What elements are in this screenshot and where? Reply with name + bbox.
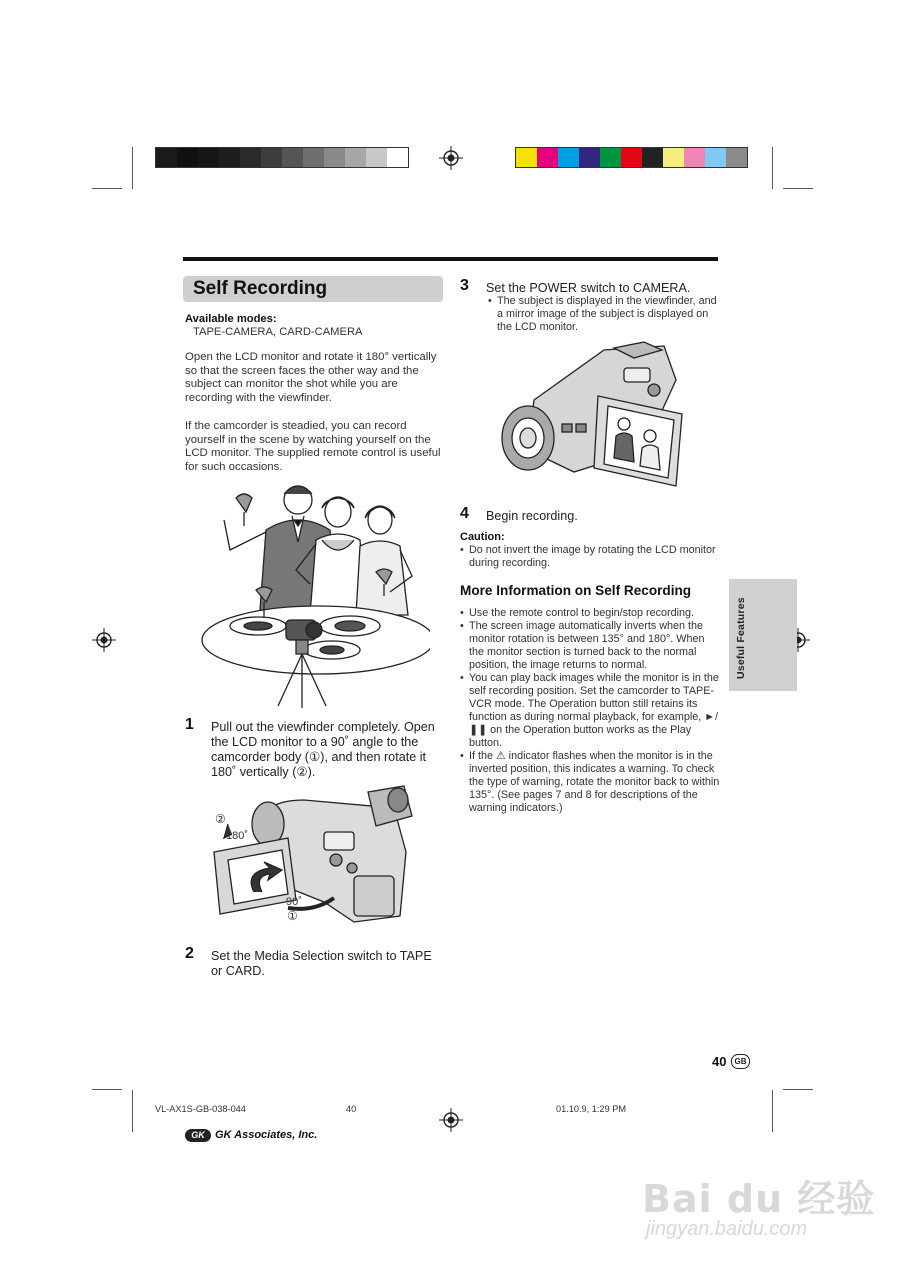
more-info-list: [460, 607, 720, 815]
available-modes-value: TAPE-CAMERA, CARD-CAMERA: [193, 326, 363, 338]
header-rule: [183, 257, 718, 261]
step-4-number: 4: [460, 505, 469, 522]
page-number: 40: [712, 1054, 727, 1069]
crop-mark: [132, 147, 133, 189]
footer-page: 40: [346, 1104, 357, 1114]
angle-label-180: 180˚: [226, 830, 249, 842]
side-tab: [729, 579, 797, 691]
color-swatch: [642, 148, 663, 167]
dinner-party-illustration: [200, 480, 430, 708]
grayscale-calibration-bar: [155, 147, 409, 168]
footer-datetime: 01.10.9, 1:29 PM: [556, 1104, 626, 1114]
list-item: • The screen image automatically inverts when the monitor rotation is between 135° and 180°. When the monitor section is turned back to the normal position, the image returns to normal.: [460, 620, 720, 672]
marker-2-label: ②: [215, 812, 226, 826]
color-swatch: [282, 148, 303, 167]
crop-mark: [92, 1089, 122, 1090]
language-badge: GB: [731, 1054, 750, 1069]
crop-mark: [783, 188, 813, 189]
crop-mark: [772, 1090, 773, 1132]
registration-mark-icon: [439, 1108, 463, 1132]
camcorder-lcd-rotation-illustration: [204, 782, 426, 927]
angle-label-90: 90˚: [286, 896, 302, 908]
color-swatch: [156, 148, 177, 167]
color-swatch: [240, 148, 261, 167]
color-swatch: [684, 148, 705, 167]
intro-paragraph-1: Open the LCD monitor and rotate it 180° vertically so that the screen faces the other way and the subject can monitor the shot while you are recording with the viewfinder.: [185, 351, 437, 404]
step-3-number: 3: [460, 277, 469, 294]
color-swatch: [537, 148, 558, 167]
color-swatch: [198, 148, 219, 167]
color-calibration-bar: [515, 147, 748, 168]
color-swatch: [726, 148, 747, 167]
step-3-bullets: [488, 295, 720, 334]
color-swatch: [345, 148, 366, 167]
color-swatch: [366, 148, 387, 167]
list-item: • You can play back images while the monitor is in the self recording position. Set the camcorder to TAPE-VCR mode. The Operation button still retains its function as during normal playback, for example, ►/❚❚ on the Operation button works as the Play button.: [460, 672, 720, 750]
list-item: • If the ⚠ indicator flashes when the monitor is in the inverted position, this indicates a warning. To check the type of warning, rotate the monitor back to within 135°. (See pages 7 and 8 for descriptions of the warning indicators.): [460, 750, 720, 815]
color-swatch: [324, 148, 345, 167]
footer-company: GK Associates, Inc.: [215, 1129, 318, 1141]
watermark-url: jingyan.baidu.com: [646, 1218, 808, 1240]
step-4-text: Begin recording.: [486, 509, 578, 523]
color-swatch: [387, 148, 408, 167]
page-title: Self Recording: [183, 276, 443, 302]
crop-mark: [132, 1090, 133, 1132]
color-swatch: [663, 148, 684, 167]
color-swatch: [705, 148, 726, 167]
registration-mark-icon: [92, 628, 116, 652]
caution-list: [460, 544, 720, 570]
step-1-number: 1: [185, 716, 194, 733]
available-modes-label: Available modes:: [185, 313, 277, 325]
crop-mark: [772, 147, 773, 189]
color-swatch: [600, 148, 621, 167]
color-swatch: [579, 148, 600, 167]
registration-mark-icon: [439, 146, 463, 170]
more-info-heading: More Information on Self Recording: [460, 583, 692, 598]
list-item: • Use the remote control to begin/stop recording.: [460, 607, 720, 620]
watermark: Bai du 经验: [642, 1177, 876, 1221]
list-item: • The subject is displayed in the viewfinder, and a mirror image of the subject is displayed on the LCD monitor.: [488, 295, 720, 334]
color-swatch: [516, 148, 537, 167]
footer-file-name: VL-AX1S-GB-038-044: [155, 1104, 246, 1114]
list-item: • Do not invert the image by rotating the LCD monitor during recording.: [460, 544, 720, 570]
color-swatch: [558, 148, 579, 167]
color-swatch: [177, 148, 198, 167]
crop-mark: [783, 1089, 813, 1090]
intro-paragraph-2: If the camcorder is steadied, you can record yourself in the scene by watching yourself on the LCD monitor. The supplied remote control is useful for such occasions.: [185, 420, 441, 473]
crop-mark: [92, 188, 122, 189]
color-swatch: [621, 148, 642, 167]
marker-1-label: ①: [287, 909, 298, 923]
color-swatch: [261, 148, 282, 167]
step-2-number: 2: [185, 945, 194, 962]
step-3-text: Set the POWER switch to CAMERA.: [486, 281, 691, 295]
step-1-text: Pull out the viewfinder completely. Open the LCD monitor to a 90˚ angle to the camcorder body (①), and then rotate it 180˚ vertically (②).: [211, 720, 435, 779]
color-swatch: [303, 148, 324, 167]
caution-label: Caution:: [460, 531, 505, 543]
step-2-text: Set the Media Selection switch to TAPE or CARD.: [211, 949, 432, 978]
camcorder-mirror-image-illustration: [494, 340, 686, 490]
color-swatch: [219, 148, 240, 167]
gk-logo-icon: GK: [185, 1129, 211, 1142]
side-tab-label: Useful Features: [735, 597, 747, 679]
